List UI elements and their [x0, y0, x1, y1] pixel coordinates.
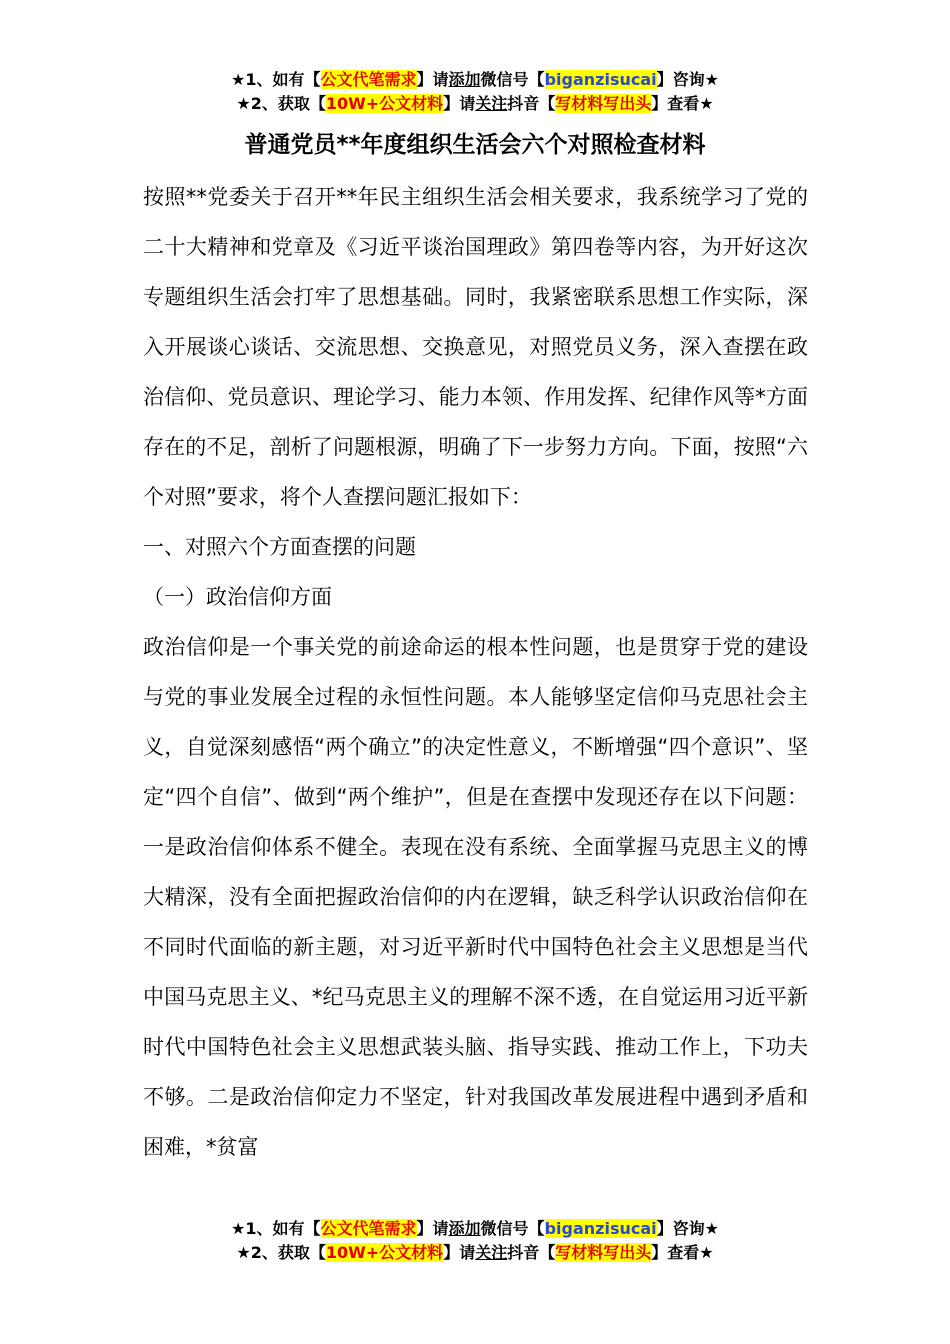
- promo-text: ★1、如有【: [231, 70, 321, 89]
- promo-underline: 添加: [448, 70, 481, 89]
- promo-douyin-name: 写材料写出头: [555, 94, 652, 113]
- header-promo-banner: [0, 68, 950, 116]
- subsection-heading: （一）政治信仰方面: [143, 585, 332, 609]
- document-body: [143, 172, 808, 1172]
- promo-text: 微信号【: [480, 1219, 545, 1238]
- document-title: 普通党员**年度组织生活会六个对照检查材料: [244, 132, 706, 158]
- promo-line-1: [0, 1217, 950, 1241]
- promo-underline: 关注: [475, 94, 508, 113]
- promo-text: 抖音【: [507, 94, 556, 113]
- promo-text: 】请: [416, 70, 449, 89]
- promo-line-2: [0, 1241, 950, 1265]
- promo-text: ★2、获取【: [236, 94, 326, 113]
- promo-text: 】查看★: [651, 94, 714, 113]
- promo-wechat-id: biganzisucai: [544, 70, 657, 89]
- promo-text: 】请: [416, 1219, 449, 1238]
- promo-text: ★2、获取【: [236, 1243, 326, 1262]
- promo-text: 微信号【: [480, 70, 545, 89]
- footer-promo-banner: [0, 1217, 950, 1265]
- promo-text: 】请: [443, 1243, 476, 1262]
- promo-highlight: 10W+公文材料: [325, 94, 444, 113]
- promo-text: 抖音【: [507, 1243, 556, 1262]
- section-heading: 一、对照六个方面查摆的问题: [143, 535, 416, 559]
- promo-line-1: [0, 68, 950, 92]
- promo-highlight: 10W+公文材料: [325, 1243, 444, 1262]
- paragraph-intro: 按照**党委关于召开**年民主组织生活会相关要求，我系统学习了党的二十大精神和党章及《习近平谈治国理政》第四卷等内容，为开好这次专题组织生活会打牢了思想基础。同时，我紧密联系思想工作实际，深入开展谈心谈话、交流思想、交换意见，对照党员义务，深入查摆在政治信仰、党员意识、理论学习、能力本领、作用发挥、纪律作风等*方面存在的不足，剖析了问题根源，明确了下一步努力方向。下面，按照“六个对照”要求，将个人查摆问题汇报如下：: [143, 185, 808, 509]
- promo-underline: 添加: [448, 1219, 481, 1238]
- promo-text: ★1、如有【: [231, 1219, 321, 1238]
- promo-underline: 关注: [475, 1243, 508, 1262]
- promo-text: 】请: [443, 94, 476, 113]
- promo-text: 】咨询★: [656, 70, 719, 89]
- promo-highlight: 公文代笔需求: [320, 1219, 417, 1238]
- promo-wechat-id: biganzisucai: [544, 1219, 657, 1238]
- promo-highlight: 公文代笔需求: [320, 70, 417, 89]
- paragraph-political-belief: 政治信仰是一个事关党的前途命运的根本性问题，也是贯穿于党的建设与党的事业发展全过程的永恒性问题。本人能够坚定信仰马克思社会主义，自觉深刻感悟“两个确立”的决定性意义，不断增强“四个意识”、坚定“四个自信”、做到“两个维护”，但是在查摆中发现还存在以下问题：一是政治信仰体系不健全。表现在没有系统、全面掌握马克思主义的博大精深，没有全面把握政治信仰的内在逻辑，缺乏科学认识政治信仰在不同时代面临的新主题，对习近平新时代中国特色社会主义思想是当代中国马克思主义、*纪马克思主义的理解不深不透，在自觉运用习近平新时代中国特色社会主义思想武装头脑、指导实践、推动工作上，下功夫不够。二是政治信仰定力不坚定，针对我国改革发展进程中遇到矛盾和困难，*贫富: [143, 635, 808, 1159]
- promo-line-2: [0, 92, 950, 116]
- promo-text: 】查看★: [651, 1243, 714, 1262]
- promo-douyin-name: 写材料写出头: [555, 1243, 652, 1262]
- promo-text: 】咨询★: [656, 1219, 719, 1238]
